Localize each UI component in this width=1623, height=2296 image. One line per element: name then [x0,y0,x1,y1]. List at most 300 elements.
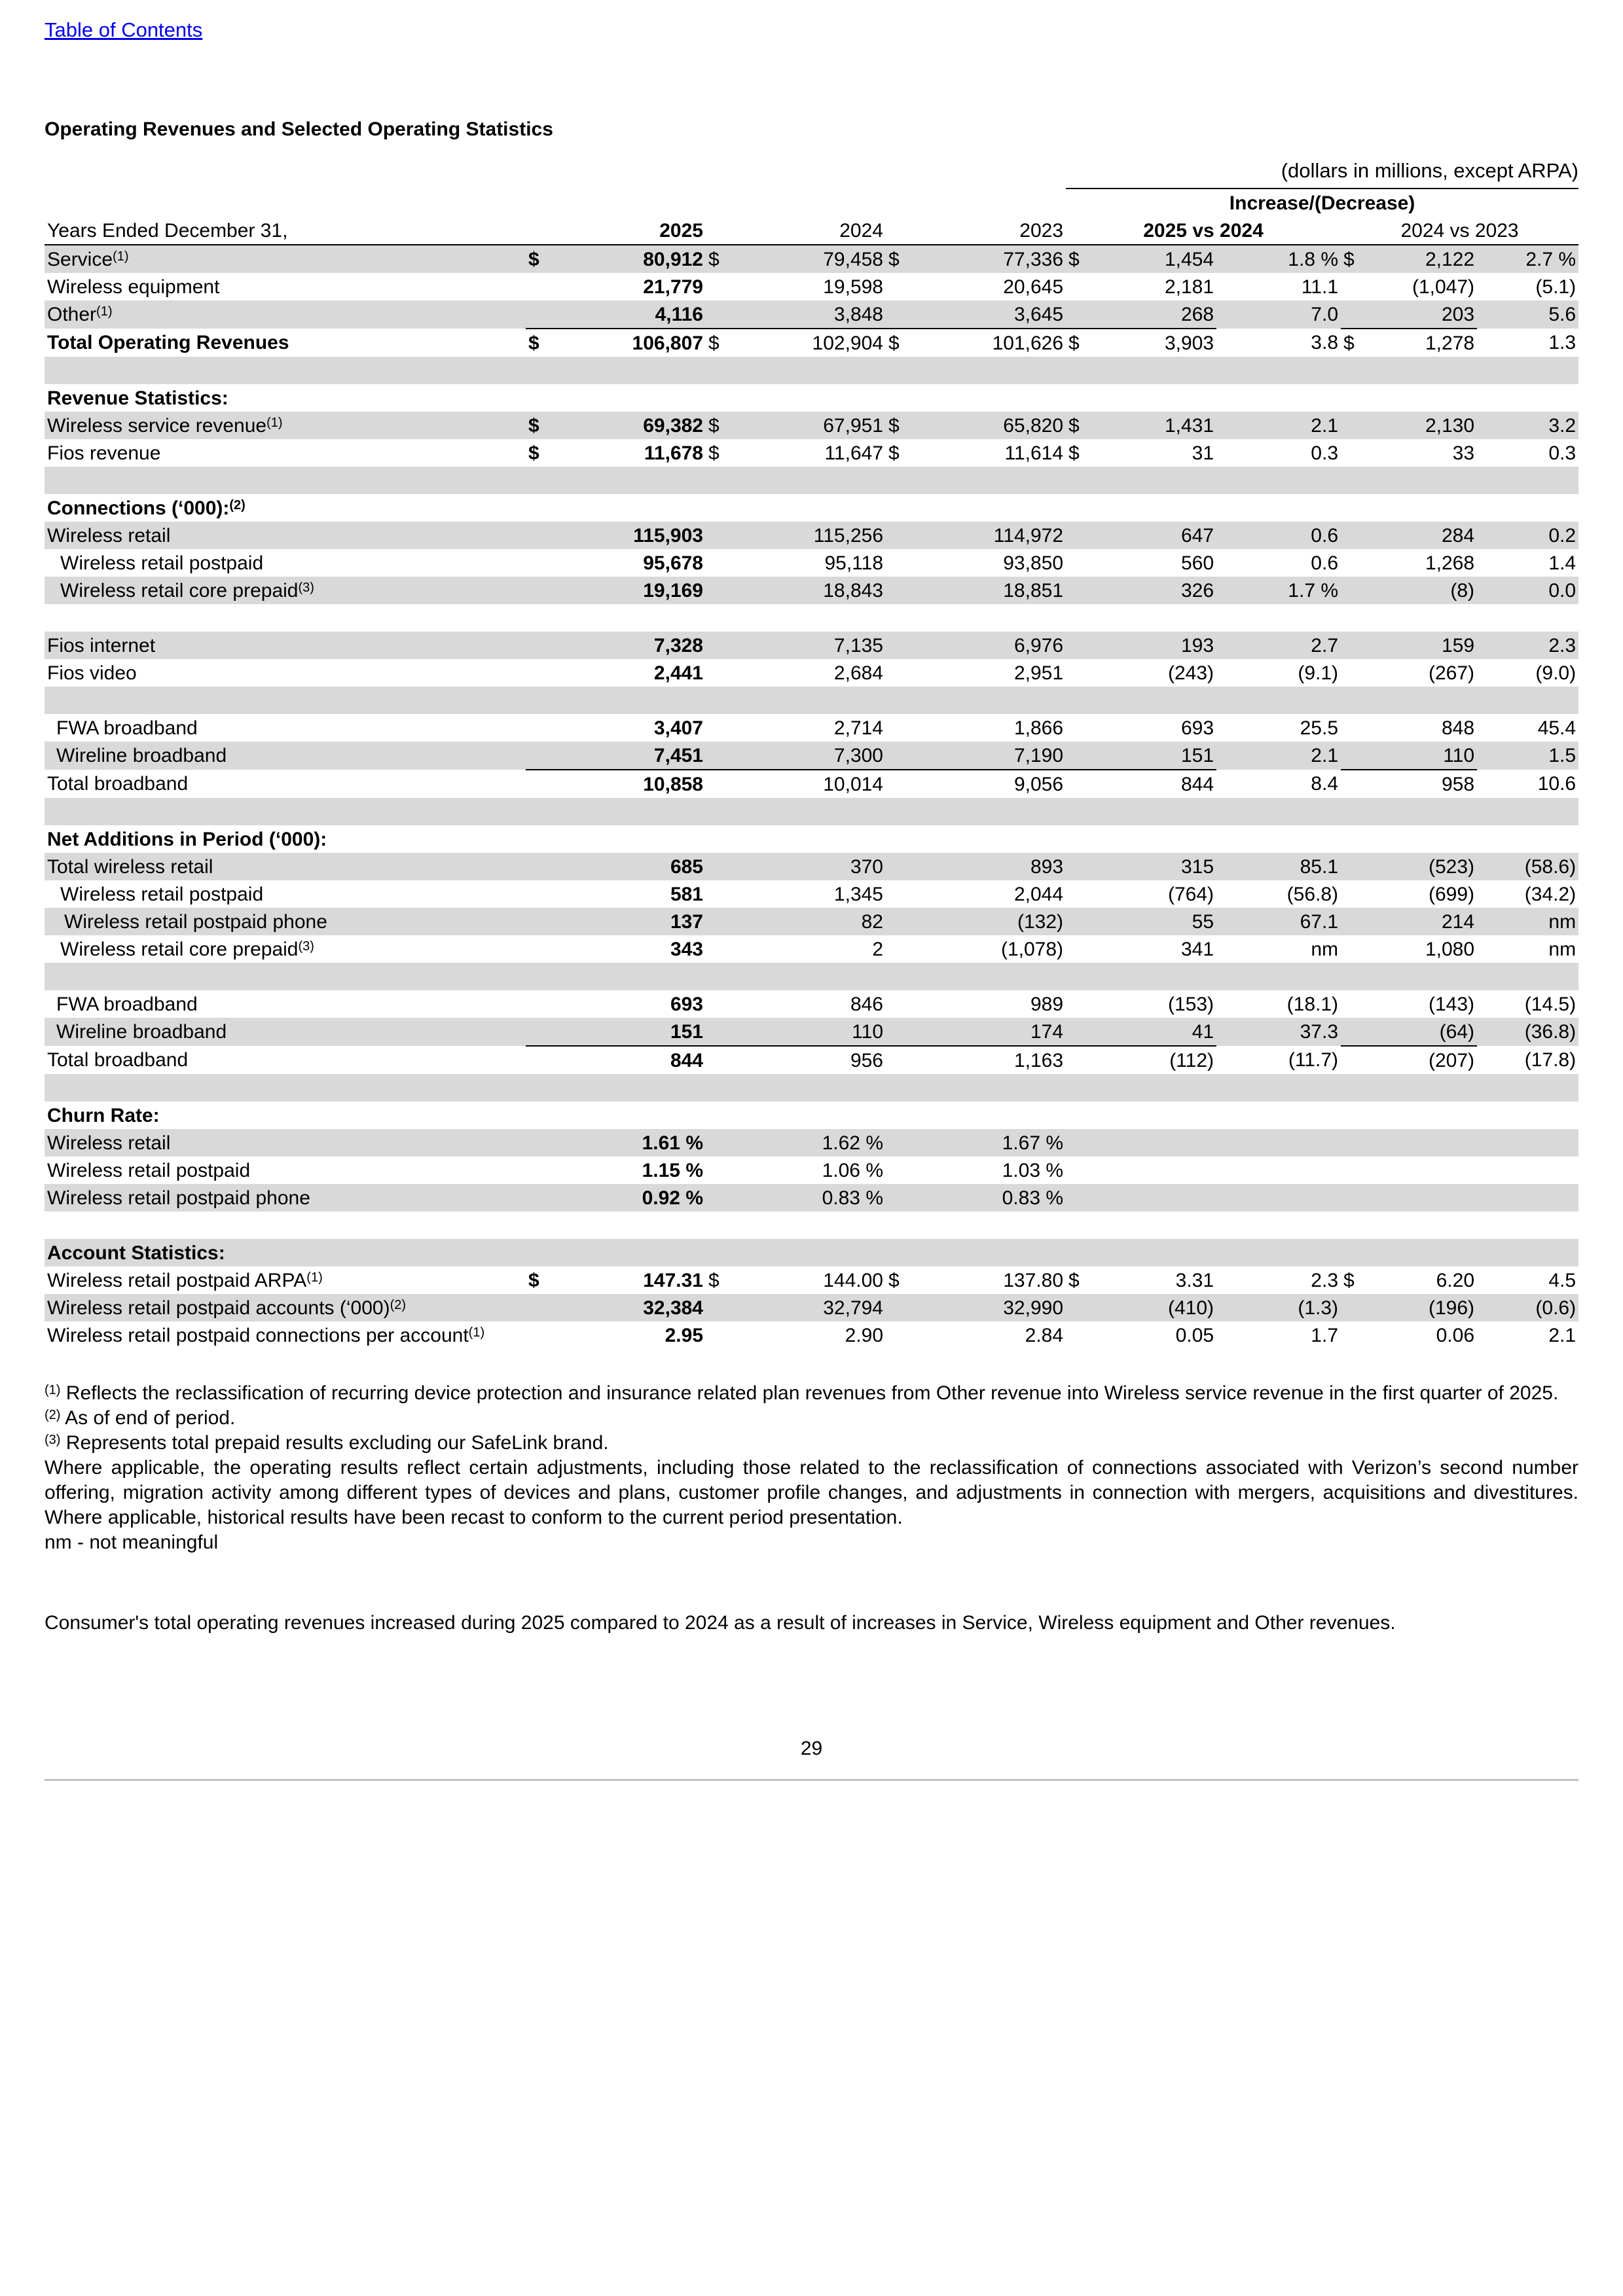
section-heading-row [45,384,1578,412]
currency-symbol: $ [886,412,919,439]
empty-cell [1341,1157,1370,1184]
table-row [45,1321,1578,1349]
value-2023: 2,044 [1013,883,1064,905]
pct-change-2024-vs-2023: 5.6 [1477,300,1578,329]
pct-change-2024-vs-2023: (9.0) [1535,662,1577,684]
change-2024-vs-2023: (207) [1428,1049,1475,1071]
spacer-cell [45,1211,1578,1239]
change-2025-vs-2024: 1,431 [1092,412,1216,439]
table-row [45,908,1578,935]
currency-symbol [1341,1321,1370,1349]
value-2025: 3,407 [653,717,703,739]
row-label-text: Wireless service revenue [47,414,267,437]
change-2024-vs-2023: 2,122 [1370,245,1477,273]
row-label [45,577,526,604]
currency-symbol [1341,300,1370,329]
row-label-text: Total broadband [47,773,189,795]
pct-change-2025-vs-2024: 7.0 [1216,300,1341,329]
currency-symbol [1341,853,1370,880]
change-2025-vs-2024: 151 [1092,742,1216,770]
spacer-row [45,604,1578,632]
table-row [45,273,1578,300]
row-label-text: Wireless retail postpaid accounts (‘000) [47,1297,390,1319]
footnote-1 [45,1381,1578,1406]
footnote-1-text: Reflects the reclassification of recurring device protection and insurance related plan revenues from Other revenue into Wireless service revenue in the first quarter of 2025. [65,1382,1559,1404]
empty-cell [1066,1129,1092,1157]
page-number: 29 [800,1738,823,1759]
table-row [45,990,1578,1018]
section-heading-label: Churn Rate: [47,1104,160,1126]
value-2023: 3,645 [919,300,1066,329]
currency-symbol [526,1321,568,1349]
section-heading-row [45,1239,1578,1266]
value-2025: 581 [670,883,703,905]
change-2025-vs-2024: 1,454 [1092,245,1216,273]
currency-symbol: $ [888,442,900,464]
currency-symbol [526,1294,568,1321]
change-2025-vs-2024: 647 [1092,522,1216,549]
currency-symbol [706,908,742,935]
pct-change-2024-vs-2023: 3.2 [1477,412,1578,439]
value-2023: 65,820 [919,412,1066,439]
currency-symbol [526,880,568,908]
value-2025: 106,807 [568,329,706,357]
currency-symbol [1066,714,1092,742]
currency-symbol [706,935,742,963]
footnote-2-text: As of end of period. [65,1407,236,1429]
pct-change-2025-vs-2024: 2.1 [1216,742,1341,770]
value-2024: 10,014 [823,773,883,795]
empty-cell [1092,1157,1216,1184]
currency-symbol [1341,990,1370,1018]
currency-symbol [706,1294,742,1321]
spacer-row [45,1211,1578,1239]
value-2023: 2,951 [1013,662,1064,684]
currency-symbol: $ [526,245,568,273]
section-heading [45,1102,1578,1129]
change-2024-vs-2023: (64) [1370,1018,1477,1046]
row-label [45,245,526,273]
table-row [45,770,1578,798]
value-2023: 11,614 [1004,442,1064,464]
value-2023: 6,976 [919,632,1066,659]
value-2023: 7,190 [919,742,1066,770]
spacer-row [45,798,1578,825]
change-2024-vs-2023: 6.20 [1436,1269,1475,1291]
value-2025: 0.92 % [568,1184,706,1211]
value-2025: 147.31 [643,1269,703,1291]
pct-change-2025-vs-2024: 1.7 % [1216,577,1341,604]
currency-symbol [1066,659,1092,687]
table-row [45,1184,1578,1211]
currency-symbol [1341,522,1370,549]
table-row [45,714,1578,742]
currency-symbol [706,549,742,577]
value-2025: 685 [568,853,706,880]
table-of-contents-link[interactable]: Table of Contents [45,18,203,41]
row-label-text: Wireline broadband [56,745,227,766]
currency-symbol [706,1129,742,1157]
currency-symbol [706,273,742,300]
currency-symbol [1341,273,1370,300]
value-2023: 93,850 [1003,552,1064,574]
table-row [45,742,1578,770]
currency-symbol: $ [888,1269,900,1291]
change-2024-vs-2023: 159 [1370,632,1477,659]
change-2025-vs-2024: 41 [1092,1018,1216,1046]
row-label [45,522,526,549]
row-label-text: Wireless retail core prepaid [60,938,299,960]
value-2025: 95,678 [643,552,703,574]
change-2024-vs-2023: (699) [1428,883,1475,905]
pct-change-2024-vs-2023: (5.1) [1535,276,1577,298]
row-label [45,300,526,329]
row-label-text: Other [47,304,97,325]
spacer-cell [45,798,1578,825]
table-row [45,880,1578,908]
currency-symbol [886,990,919,1018]
currency-symbol [886,273,919,300]
pct-change-2025-vs-2024: 25.5 [1300,717,1339,739]
currency-symbol [1341,577,1370,604]
currency-symbol: $ [1066,245,1092,273]
pct-change-2025-vs-2024: 8.4 [1311,773,1339,795]
currency-symbol [886,522,919,549]
currency-symbol [1341,659,1370,687]
value-2025: 844 [670,1049,703,1071]
row-label-text: Wireless retail postpaid [47,1159,251,1181]
value-2025: 2,441 [653,662,703,684]
row-label [45,1046,526,1074]
section-title: Operating Revenues and Selected Operating Statistics [45,118,553,140]
section-heading [45,384,1578,412]
currency-symbol [526,990,568,1018]
currency-symbol [886,853,919,880]
section-heading-label: Revenue Statistics: [47,387,228,409]
currency-symbol [526,935,568,963]
value-2024: 2,714 [833,717,883,739]
year-2023-header: 2023 [886,217,1066,245]
pct-change-2024-vs-2023: 0.0 [1477,577,1578,604]
footnote-ref: (1) [113,249,129,264]
currency-symbol [706,659,742,687]
row-label-text: Wireless retail postpaid phone [47,1187,310,1209]
currency-symbol [886,1129,919,1157]
currency-symbol: $ [886,245,919,273]
currency-symbol: $ [706,245,742,273]
pct-change-2025-vs-2024: (11.7) [1288,1049,1339,1071]
row-label [45,1018,526,1046]
row-label-text: Wireless retail postpaid [60,883,264,905]
currency-symbol [706,522,742,549]
value-2023: 137.80 [1003,1269,1064,1291]
pct-change-2024-vs-2023: 1.4 [1548,552,1577,574]
change-2024-vs-2023: (267) [1428,662,1475,684]
value-2023: (1,078) [1000,938,1064,960]
empty-cell [1216,1129,1341,1157]
currency-symbol [706,1321,742,1349]
value-2024: 7,135 [742,632,886,659]
pct-change-2024-vs-2023: (17.8) [1524,1049,1577,1071]
currency-symbol [1341,549,1370,577]
change-2025-vs-2024: (764) [1167,883,1214,905]
row-label [45,1294,526,1321]
footnote-ref: (3) [298,580,314,595]
change-2024-vs-2023: 284 [1370,522,1477,549]
value-2024: 144.00 [823,1269,883,1291]
value-2024: 32,794 [742,1294,886,1321]
pct-change-2024-vs-2023: 0.3 [1548,442,1577,464]
section-heading [45,825,1578,853]
row-label [45,329,526,357]
currency-symbol [1066,1046,1092,1074]
section-heading [45,494,1578,522]
currency-symbol [1066,300,1092,329]
spacer-cell [45,467,1578,494]
pct-change-2024-vs-2023: nm [1548,938,1577,960]
section-heading-row [45,494,1578,522]
currency-symbol [1341,1046,1370,1074]
currency-symbol [1341,1018,1370,1046]
pct-change-2024-vs-2023: 2.1 [1548,1324,1577,1346]
pct-change-2025-vs-2024: 0.3 [1311,442,1339,464]
currency-symbol [886,1184,919,1211]
change-2024-vs-2023: (143) [1428,993,1475,1015]
empty-cell [1066,1184,1092,1211]
pct-change-2025-vs-2024: 3.8 [1311,332,1339,353]
header-row-years [45,217,1578,245]
value-2025: 115,903 [568,522,706,549]
page-bottom-rule [45,1779,1578,1781]
currency-symbol [886,714,919,742]
row-label [45,659,526,687]
currency-symbol [1341,935,1370,963]
pct-change-2024-vs-2023: 0.2 [1477,522,1578,549]
currency-symbol [526,770,568,798]
value-2025: 10,858 [643,773,703,795]
row-label [45,1184,526,1211]
currency-symbol [886,659,919,687]
value-2023: 9,056 [1013,773,1064,795]
currency-symbol [886,1018,919,1046]
row-label [45,549,526,577]
section-heading-label: Connections (‘000): [47,497,230,519]
change-2025-vs-2024: 326 [1092,577,1216,604]
currency-symbol: $ [706,329,742,357]
change-2025-vs-2024: 2,181 [1164,276,1214,298]
footnote-ref: (1) [96,304,113,319]
currency-symbol: $ [528,442,539,464]
currency-symbol [526,1129,568,1157]
currency-symbol [1066,770,1092,798]
summary-paragraph: Consumer's total operating revenues increased during 2025 compared to 2024 as a result of increases in Service, Wireless equipment and Other revenues. [45,1612,1396,1634]
currency-symbol [1341,439,1370,467]
currency-symbol [706,770,742,798]
spacer-cell [45,357,1578,384]
table-row [45,522,1578,549]
value-2023: 893 [919,853,1066,880]
currency-symbol [1341,1294,1370,1321]
currency-symbol: $ [1343,1269,1355,1291]
pct-change-2024-vs-2023: 2.7 % [1477,245,1578,273]
currency-symbol [1341,632,1370,659]
value-2024: 0.83 % [742,1184,886,1211]
currency-symbol [1066,1018,1092,1046]
value-2025: 32,384 [568,1294,706,1321]
table-row [45,935,1578,963]
row-label-text: FWA broadband [56,717,198,739]
change-2025-vs-2024: 341 [1180,938,1214,960]
spacer-row [45,963,1578,990]
row-label-text: Fios revenue [47,442,161,464]
row-label [45,935,526,963]
pct-change-2024-vs-2023: 10.6 [1537,773,1577,795]
value-2025: 69,382 [568,412,706,439]
currency-symbol [1066,1321,1092,1349]
currency-symbol [886,908,919,935]
value-2024: 95,118 [824,552,883,574]
value-2024: 82 [742,908,886,935]
currency-symbol [706,853,742,880]
value-2023: 2.84 [1025,1324,1064,1346]
currency-symbol [1066,880,1092,908]
value-2025: 1.15 % [642,1159,703,1181]
row-label [45,1157,526,1184]
pct-change-2025-vs-2024: 2.3 [1311,1269,1339,1291]
currency-symbol [526,632,568,659]
change-2024-vs-2023: 1,268 [1425,552,1475,574]
row-label [45,412,526,439]
years-ended-label: Years Ended December 31, [45,217,526,245]
pct-change-2025-vs-2024: (18.1) [1286,993,1339,1015]
currency-symbol [526,1184,568,1211]
currency-symbol [1341,880,1370,908]
pct-change-2025-vs-2024: 67.1 [1216,908,1341,935]
header-row-increase [45,188,1578,217]
currency-symbol [886,770,919,798]
value-2023: 114,972 [919,522,1066,549]
currency-symbol [526,659,568,687]
row-label-text: Service [47,248,113,270]
value-2024: 19,598 [823,276,883,298]
change-2024-vs-2023: (523) [1370,853,1477,880]
footnote-1-mark: (1) [45,1383,61,1397]
empty-cell [1370,1184,1477,1211]
change-2025-vs-2024: 844 [1180,773,1214,795]
currency-symbol [706,714,742,742]
currency-symbol [706,990,742,1018]
nm-note: nm - not meaningful [45,1532,219,1553]
currency-symbol [1066,549,1092,577]
currency-symbol [526,908,568,935]
footnote-ref: (2) [229,497,246,512]
value-2025: 4,116 [568,300,706,329]
pct-change-2024-vs-2023: nm [1477,908,1578,935]
row-label [45,714,526,742]
empty-cell [1066,1157,1092,1184]
spacer-cell [45,1074,1578,1102]
pct-change-2025-vs-2024: 2.7 [1216,632,1341,659]
spacer-row [45,357,1578,384]
empty-cell [1216,1157,1341,1184]
header-spacer [45,188,1066,217]
pct-change-2025-vs-2024: 37.3 [1216,1018,1341,1046]
pct-change-2025-vs-2024: 0.6 [1311,552,1339,574]
change-2024-vs-2023: 0.06 [1436,1324,1475,1346]
change-2024-vs-2023: (8) [1370,577,1477,604]
value-2023: 32,990 [919,1294,1066,1321]
table-row [45,659,1578,687]
pct-change-2024-vs-2023: (58.6) [1477,853,1578,880]
currency-symbol [706,577,742,604]
change-2025-vs-2024: (153) [1167,993,1214,1015]
footnote-ref: (3) [298,939,314,954]
row-label-text: Fios video [47,662,137,684]
currency-symbol [886,742,919,770]
currency-symbol [1341,742,1370,770]
pct-change-2025-vs-2024: 11.1 [1301,276,1339,298]
empty-cell [1477,1157,1578,1184]
row-label-text: Wireless retail postpaid ARPA [47,1269,307,1291]
value-2024: 102,904 [742,329,886,357]
value-2024: 79,458 [742,245,886,273]
value-2024: 7,300 [742,742,886,770]
currency-symbol [886,1294,919,1321]
table-row [45,1294,1578,1321]
value-2024: 115,256 [742,522,886,549]
row-label-text: Fios internet [47,634,156,656]
currency-symbol [1066,908,1092,935]
row-label [45,632,526,659]
change-2024-vs-2023: 203 [1370,300,1477,329]
footnote-2-mark: (2) [45,1408,61,1422]
currency-symbol [1066,1294,1092,1321]
currency-symbol [526,742,568,770]
pct-change-2024-vs-2023: (34.2) [1524,883,1577,905]
pct-change-2025-vs-2024: 85.1 [1216,853,1341,880]
year-2025-header: 2025 [526,217,706,245]
value-2025: 151 [568,1018,706,1046]
currency-symbol: $ [526,329,568,357]
change-2024-vs-2023: 33 [1452,442,1475,464]
value-2025: 2.95 [665,1324,703,1346]
pct-change-2024-vs-2023: 1.5 [1477,742,1578,770]
value-2024: 3,848 [742,300,886,329]
row-label [45,880,526,908]
value-2025: 137 [568,908,706,935]
footnote-3-mark: (3) [45,1433,61,1447]
currency-symbol [1341,714,1370,742]
currency-symbol [526,714,568,742]
spacer-cell [45,963,1578,990]
increase-decrease-header: Increase/(Decrease) [1066,188,1578,217]
currency-symbol [886,577,919,604]
pct-change-2025-vs-2024: (1.3) [1216,1294,1341,1321]
empty-cell [1341,1129,1370,1157]
change-2024-vs-2023: 958 [1441,773,1475,795]
empty-cell [1477,1129,1578,1157]
currency-symbol [1066,990,1092,1018]
row-label-text: Wireless equipment [47,276,220,298]
row-label [45,439,526,467]
pct-change-2024-vs-2023: 45.4 [1537,717,1577,739]
currency-symbol: $ [708,442,720,464]
value-2024: 2,684 [833,662,883,684]
table-row [45,632,1578,659]
value-2024: 370 [742,853,886,880]
pct-change-2025-vs-2024: (9.1) [1298,662,1339,684]
spacer-cell [45,687,1578,714]
